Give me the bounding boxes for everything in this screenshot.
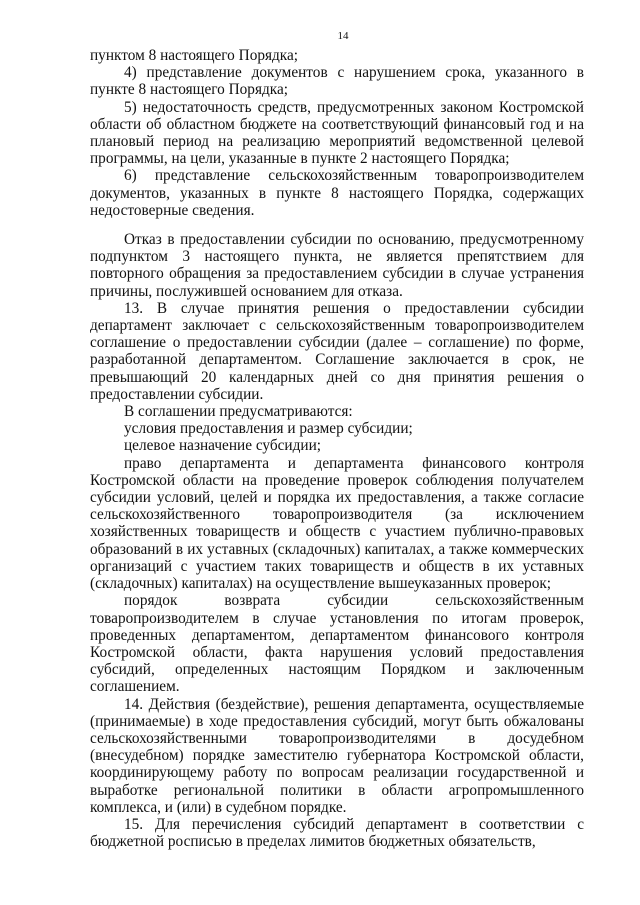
paragraph-agreement-refund-order: порядок возврата субсидии сельскохозяйственным товаропроизводителем в случае установления по итогам проверок, проведенных департаментом, департаментом финансового контроля Костромской области, факта нарушения условий предоставления субсидий, определенных настоящим Порядком и заключенным соглашением. (90, 592, 584, 696)
paragraph-continuation: пунктом 8 настоящего Порядка; (90, 47, 299, 64)
paragraph-agreement-conditions: условия предоставления и размер субсидии; (124, 420, 413, 438)
page-number: 14 (337, 30, 349, 42)
paragraph-item-4: 4) представление документов с нарушением срока, указанного в пункте 8 настоящего Порядка; (90, 64, 584, 99)
paragraph-agreement-intro: В соглашении предусматриваются: (124, 403, 353, 421)
paragraph-section-14: 14. Действия (бездействие), решения департамента, осуществляемые (принимаемые) в ходе предоставления субсидий, могут быть обжалованы сельскохозяйственными товаропроизводителями в досудебном (внесудебном) порядке заместителю губернатора Костромской области, координирующему работу по вопросам реализации государственной и выработке региональной политики в области агропромышленного комплекса, и (или) в судебном порядке. (90, 695, 584, 816)
paragraph-agreement-purpose: целевое назначение субсидии; (124, 437, 322, 455)
paragraph-item-6: 6) представление сельскохозяйственным товаропроизводителем документов, указанных в пункте 8 настоящего Порядка, содержащих недостоверные сведения. (90, 167, 584, 219)
paragraph-item-5: 5) недостаточность средств, предусмотренных законом Костромской области об областном бюджете на соответствующий финансовый год и на плановый период на реализацию мероприятий ведомственной целевой программы, на цели, указанные в пункте 2 настоящего Порядка; (90, 98, 584, 168)
paragraph-section-15: 15. Для перечисления субсидий департамент в соответствии с бюджетной росписью в пределах лимитов бюджетных обязательств, (90, 815, 584, 851)
paragraph-refusal-note: Отказ в предоставлении субсидии по основанию, предусмотренному подпунктом 3 настоящего пункта, не является препятствием для повторного обращения за предоставлением субсидии в случае устранения причины, послужившей основанием для отказа. (90, 231, 584, 300)
paragraph-section-13: 13. В случае принятия решения о предоставлении субсидии департамент заключает с сельскохозяйственным товаропроизводителем соглашение о предоставлении субсидии (далее – соглашение) по форме, разработанной департаментом. Соглашение заключается в срок, не превышающий 20 календарных дней со дня принятия решения о предоставлении субсидии. (90, 299, 584, 403)
paragraph-agreement-inspection-right: право департамента и департамента финансового контроля Костромской области на проведение проверок соблюдения получателем субсидии условий, целей и порядка их предоставления, а также согласие сельскохозяйственного товаропроизводителя (за исключением хозяйственных товариществ и обществ с участием публично-правовых образований в их уставных (складочных) капиталах, а также коммерческих организаций с участием таких товариществ и обществ в их уставных (складочных) капиталах) на осуществление вышеуказанных проверок; (90, 454, 584, 593)
